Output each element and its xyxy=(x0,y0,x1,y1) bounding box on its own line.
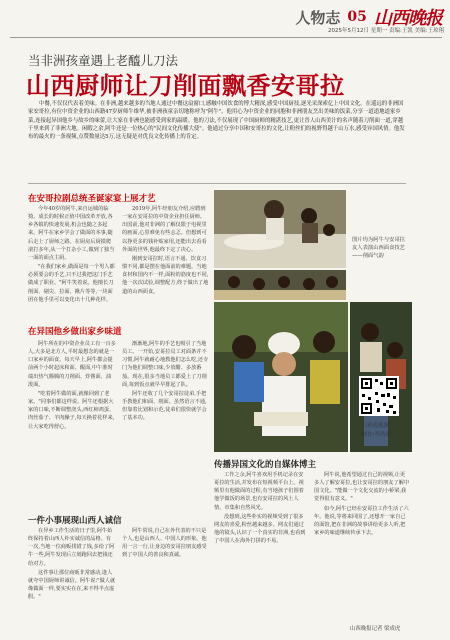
section1-col1 xyxy=(28,205,116,308)
lead-divider xyxy=(28,183,406,184)
photo-chef-noodles xyxy=(214,302,348,452)
date-line: 2025年5月12日 星期一 责编:王凯 美编:王琼翔 xyxy=(328,28,444,34)
section3-paragraph: 阿牛常说,自己在外代表的不只是个人,也是山西人、中国人的形象。他用一言一行,让身边的安哥拉朋友感受到了中国人的善良和真诚。 xyxy=(122,528,207,559)
photo-kids xyxy=(214,270,346,300)
section4-paragraph: 阿牛说,他希望通过自己的视频,让更多人了解安哥拉,也让安哥拉的朋友了解中国文化。"能做一个文化交流的小桥梁,我觉得很有意义。" xyxy=(314,472,410,503)
section-name: 人物志 xyxy=(295,8,341,27)
section2-heading: 在异国他乡做出家乡味道 xyxy=(28,327,122,337)
photo-cooking-top-image xyxy=(214,190,346,268)
section3-heading: 一件小事展现山西人诚信 xyxy=(28,516,122,526)
section1-paragraph: 刚到安哥拉时,语言不通、饮食习惯不同,都是摆在他面前的难题。当地食材和国内不一样,面粉的筋度也不同,他一次次试验,调整配方,终于做出了地道的山西面食。 xyxy=(122,255,209,295)
section2-col1 xyxy=(28,340,116,508)
section4-heading: 传播异国文化的自媒体博主 xyxy=(214,460,317,470)
article-kicker: 当非洲孩童遇上老醯儿刀法 xyxy=(28,53,179,68)
section1-col2 xyxy=(122,205,210,308)
masthead xyxy=(0,0,450,44)
section4-paragraph: 工作之余,阿牛喜欢用手机记录在安哥拉的生活,并发布在短视频平台上。视频里有他做面的过程,有当地孩子们围着他学做饭的场景,也有安哥拉的风土人情、市集和自然风光。 xyxy=(214,472,304,511)
photo-cooking-top xyxy=(214,190,346,268)
article-byline: 山西晚报记者 梁成虎 xyxy=(350,626,401,632)
qr-credit: 制作:李浩瑜 xyxy=(362,432,391,438)
masthead-divider xyxy=(10,37,442,38)
section4-paragraph: 没想到,这些朴实的视频受到了很多网友的喜爱,粉丝越来越多。网友们通过他的镜头,认识了一个真实的非洲,也看到了中国人在海外打拼的不易。 xyxy=(214,513,306,545)
qr-caption: 扫码看视频 xyxy=(362,423,389,429)
section4-col2 xyxy=(314,471,410,621)
article-lead: 中餐,不仅仅代表着美味。在非洲,越来越多的当地人通过中餐这扇窗口,感触中国饮食的博大精深,感受中国厨技,逐光采深索亿上中国文化。在遥远的非洲国家安哥拉,有位中资企业的山西籍47岁厨师牛维华,被非洲孩童亲切地称呼为"阿牛"。他用心为中资企业的同胞和非洲朋友烹出美味的饭菜,分享一道道地道家乡菜,连接起异国他乡与故乡的味蕾,让大家在非洲也能感受到家的温暖。他的刀法,不仅展现了中国厨师的精湛技艺,更让晋人山西美汁的名声随着刀削面一道,穿越千里来到了非洲大地。闲暇之余,阿牛还是一位热心的"民间文化传播大使"。他通过分享中国和安哥拉的文化,让粉丝们的视野得越千山万水,感受异国风情。他发布的最火的一条视频,点赞数量达5万,这无疑是对优良文化传播上的肯定。 xyxy=(28,101,405,141)
section2-paragraph: 渐渐地,阿牛的手艺也吸引了当地员工。一开始,安哥拉员工对面条并不习惯,阿牛就耐心地教他们怎么吃,还专门为他们调整口味,少放醋、多放番茄。现在,很多当地员工都爱上了刀削面,每到饭点就早早排起了队。 xyxy=(122,341,209,388)
section2-paragraph: 阿牛所在的中资企业员工有一百多人,大多是北方人,平时最想念的就是一口家乡的面食。每天早上,阿牛都会提前两个小时起床和面、醒面,中午准时端出热气腾腾的刀削面、炸酱面、油泼面。 xyxy=(28,341,116,388)
section1-paragraph: 今年40岁的阿牛,来自运城的临猗。成长的时候正值中国改革开放,各乡各镇的快速发展,机会也随之多起来。阿牛在家乡学会了做面的本事,随后走上了厨师之路。在厨房后厨摸爬滚打多年,从一个打杂小工,做到了独当一面的面点主厨。 xyxy=(28,206,115,261)
section3-col2 xyxy=(122,527,210,635)
section4-col1 xyxy=(214,471,308,631)
photo-caption: 图片均为阿牛与安哥拉友人表演山西面食技艺——削面气韵 xyxy=(352,237,405,259)
section2-paragraph: 阿牛还收了几个安哥拉徒弟,手把手教他们和面、削面。虽然语言不通,但靠着比划和示范,徒弟们很快就学会了基本功。 xyxy=(122,390,207,422)
photo-kids-image xyxy=(214,270,346,300)
section1-paragraph: "在我们家乡,做面是每一个男人都必须要会的手艺,只不过我把这门手艺做成了职业。"阿牛笑着说。他擅长刀削面、剔尖、拉面、揪片等等,一块面团在他手里可以变化出十几种花样。 xyxy=(28,264,115,303)
section4-paragraph: 如今,阿牛已经在安哥拉工作生活了六年。他说,等将来回国了,还想开一家自己的面馆,把在非洲的故事讲给更多人听,把家乡的味道继续传承下去。 xyxy=(314,505,409,537)
section3-col1 xyxy=(28,527,116,635)
video-qr-code[interactable] xyxy=(359,376,399,416)
article-headline: 山西厨师让刀削面飘香安哥拉 xyxy=(26,72,345,100)
section2-col2 xyxy=(122,340,210,508)
qr-code-icon xyxy=(359,376,399,416)
section2-paragraph: "吃着阿牛做的面,就像回到了老家。"同事们都这样说。阿牛还根据大家的口味,不断调整浇头,西红柿鸡蛋、肉丝茄子、羊肉臊子,每天换着花样来,让大家吃得舒心。 xyxy=(28,390,115,430)
section3-paragraph: 这件事让那位商贩非常感动,逢人就夸中国厨师讲诚信。阿牛说:"做人就像做面一样,要实实在在,来不得半点虚假。" xyxy=(28,569,116,601)
section1-paragraph: 2019年,阿牛经朋友介绍,应聘到一家在安哥拉的中资企业担任厨师。出国前,他对非洲的了解仅限于电视里的画面,心里难免有些忐忑。但想到可以挣更多的钱补贴家用,还能出去看看外面的世界,他最终下定了决心。 xyxy=(122,206,207,253)
newspaper-name: 山西晚报 xyxy=(374,8,442,29)
page-number: 05 xyxy=(347,9,367,25)
photo-chef-noodles-image xyxy=(214,302,348,452)
section3-paragraph: 在异乡工作生活的日子里,阿牛始终保持着山西人朴实诚信的品格。有一次,当地一位商贩找错了钱,多给了阿牛一些,阿牛发现后立刻跑回去把钱还给对方。 xyxy=(28,528,115,567)
section1-heading: 在安哥拉剧总统圣诞家宴上展才艺 xyxy=(28,194,156,204)
